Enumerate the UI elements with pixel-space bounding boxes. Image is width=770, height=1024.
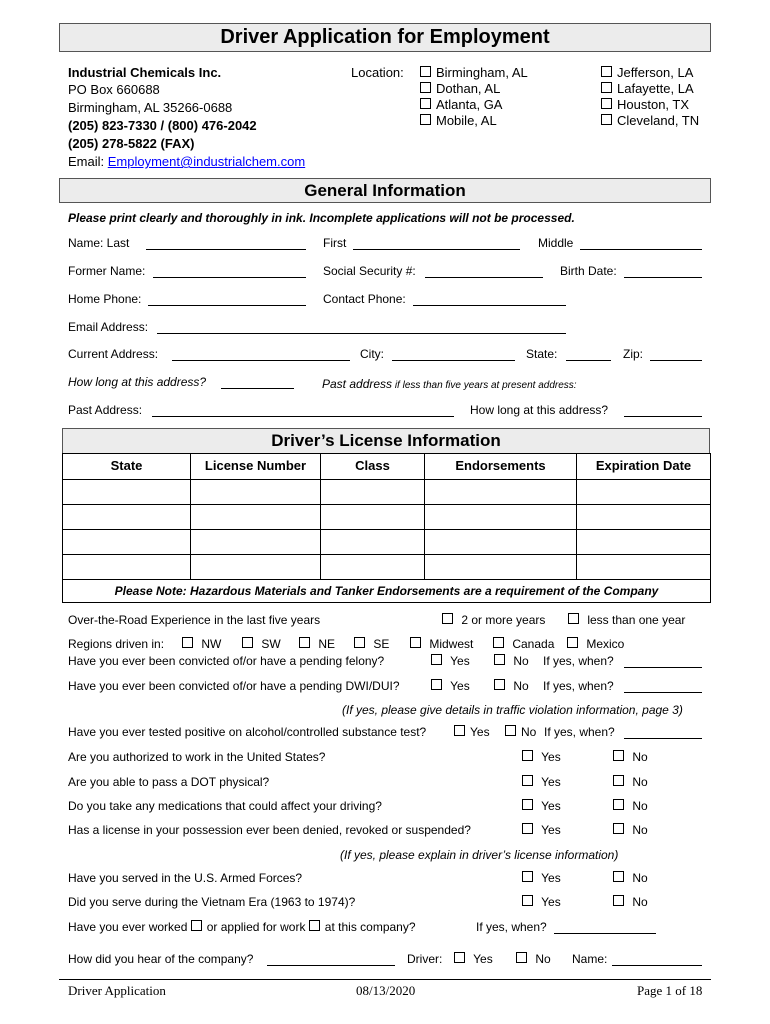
table-cell[interactable] [425, 480, 577, 505]
home-phone-field[interactable] [148, 305, 306, 306]
past-address-field[interactable] [152, 416, 454, 417]
table-cell[interactable] [577, 505, 711, 530]
q-authorized: Are you authorized to work in the United States? [68, 750, 326, 764]
checkbox-icon[interactable] [601, 66, 612, 77]
region-midwest[interactable]: Midwest [410, 637, 473, 651]
zip-field[interactable] [650, 360, 702, 361]
checkbox-icon[interactable] [191, 920, 202, 931]
region-se[interactable]: SE [354, 637, 389, 651]
checkbox-icon[interactable] [568, 613, 579, 624]
q-denied: Has a license in your possession ever been denied, revoked or suspended? [68, 823, 471, 837]
label-home-phone: Home Phone: [68, 292, 142, 306]
drug-when-field[interactable] [624, 738, 702, 739]
table-cell[interactable] [63, 530, 191, 555]
company-phones: (205) 823-7330 / (800) 476-2042 [68, 118, 257, 133]
table-cell[interactable] [425, 555, 577, 580]
checkbox-icon[interactable] [522, 750, 533, 761]
footer-divider [59, 979, 711, 980]
footer-page-number: Page 1 of 18 [637, 983, 703, 998]
checkbox-icon[interactable] [494, 679, 505, 690]
q-drug-test: Have you ever tested positive on alcohol/controlled substance test? [68, 725, 427, 739]
region-canada[interactable]: Canada [493, 637, 554, 651]
label-contact-phone: Contact Phone: [323, 292, 406, 306]
col-expiration-date: Expiration Date [577, 454, 711, 480]
checkbox-icon[interactable] [522, 895, 533, 906]
company-email-link[interactable]: Employment@industrialchem.com [107, 154, 306, 169]
drug-yes[interactable]: Yes [454, 725, 490, 739]
label-name: Name: [572, 952, 608, 966]
checkbox-icon[interactable] [613, 895, 624, 906]
page-title: Driver Application for Employment [220, 26, 550, 48]
dwi-no[interactable]: No [494, 679, 529, 693]
checkbox-icon[interactable] [431, 654, 442, 665]
location-option[interactable]: Atlanta, GA [420, 97, 528, 113]
name-last-field[interactable] [146, 249, 306, 250]
worked-if-yes-label: If yes, when? [476, 920, 547, 934]
checkbox-icon[interactable] [454, 725, 465, 736]
name-middle-field[interactable] [580, 249, 702, 250]
q-armed-forces: Have you served in the U.S. Armed Forces? [68, 871, 303, 885]
table-cell[interactable] [425, 530, 577, 555]
location-col1 [420, 65, 528, 129]
checkbox-icon[interactable] [182, 637, 193, 648]
location-label: Location: [351, 65, 404, 80]
authorized-no[interactable]: No [613, 750, 648, 764]
authorized-yes[interactable]: Yes [522, 750, 561, 764]
table-cell[interactable] [191, 530, 321, 555]
instruction-text: Please print clearly and thoroughly in ink. Incomplete applications will not be processed. [68, 211, 575, 225]
checkbox-icon[interactable] [431, 679, 442, 690]
license-table [62, 453, 711, 603]
city-field[interactable] [392, 360, 515, 361]
label-birth-date: Birth Date: [560, 264, 617, 278]
checkbox-icon[interactable] [522, 799, 533, 810]
label-first: First [323, 236, 347, 250]
table-cell[interactable] [191, 480, 321, 505]
q-worked-here: Have you ever worked or applied for work at this company? [68, 920, 416, 934]
col-class: Class [321, 454, 425, 480]
denied-no[interactable]: No [613, 823, 648, 837]
drug-if-yes-label: If yes, when? [544, 725, 615, 739]
traffic-note: (If yes, please give details in traffic violation information, page 3) [342, 703, 683, 717]
checkbox-icon[interactable] [494, 654, 505, 665]
felony-if-yes-label: If yes, when? [543, 654, 614, 668]
table-row [63, 480, 711, 505]
company-po-box: PO Box 660688 [68, 82, 160, 97]
checkbox-icon[interactable] [420, 114, 431, 125]
label-past-address: Past Address: [68, 403, 143, 417]
dot-no[interactable]: No [613, 775, 648, 789]
drug-no[interactable]: No [505, 725, 536, 739]
checkbox-icon[interactable] [420, 98, 431, 109]
label-driver: Driver: [407, 952, 443, 966]
table-cell[interactable] [577, 480, 711, 505]
location-option[interactable]: Dothan, AL [420, 81, 528, 97]
license-note: Please Note: Hazardous Materials and Tanker Endorsements are a requirement of the Company [63, 580, 711, 603]
dot-yes[interactable]: Yes [522, 775, 561, 789]
checkbox-icon[interactable] [516, 952, 527, 963]
location-option[interactable]: Jefferson, LA [601, 65, 699, 81]
checkbox-icon[interactable] [505, 725, 516, 736]
checkbox-icon[interactable] [493, 637, 504, 648]
checkbox-icon[interactable] [454, 952, 465, 963]
checkbox-icon[interactable] [601, 82, 612, 93]
location-option[interactable]: Birmingham, AL [420, 65, 528, 81]
checkbox-icon[interactable] [442, 613, 453, 624]
location-option[interactable]: Mobile, AL [420, 113, 528, 129]
checkbox-icon[interactable] [420, 66, 431, 77]
license-note-row [63, 580, 711, 603]
driver-yes[interactable]: Yes [454, 952, 493, 966]
checkbox-icon[interactable] [613, 799, 624, 810]
footer-date: 08/13/2020 [356, 983, 416, 998]
q-regions: Regions driven in: [68, 637, 165, 651]
checkbox-icon[interactable] [613, 775, 624, 786]
col-endorsements: Endorsements [425, 454, 577, 480]
former-name-field[interactable] [153, 277, 306, 278]
q-meds: Do you take any medications that could affect your driving? [68, 799, 382, 813]
table-cell[interactable] [321, 505, 425, 530]
q-felony: Have you ever been convicted of/or have a pending felony? [68, 654, 385, 668]
label-how-long: How long at this address? [68, 375, 207, 389]
col-state: State [63, 454, 191, 480]
contact-phone-field[interactable] [413, 305, 566, 306]
location-col2 [601, 65, 699, 129]
how-long-field[interactable] [221, 388, 294, 389]
vietnam-yes[interactable]: Yes [522, 895, 561, 909]
dwi-if-yes-label: If yes, when? [543, 679, 614, 693]
location-option[interactable]: Houston, TX [601, 97, 699, 113]
license-info-header [62, 428, 710, 453]
table-cell[interactable] [63, 505, 191, 530]
q-dwi: Have you ever been convicted of/or have a pending DWI/DUI? [68, 679, 400, 693]
label-former-name: Former Name: [68, 264, 146, 278]
table-cell[interactable] [577, 555, 711, 580]
location-option[interactable]: Cleveland, TN [601, 113, 699, 129]
label-middle: Middle [538, 236, 574, 250]
driver-no[interactable]: No [516, 952, 551, 966]
checkbox-icon[interactable] [522, 823, 533, 834]
location-option[interactable]: Lafayette, LA [601, 81, 699, 97]
checkbox-icon[interactable] [522, 775, 533, 786]
otr-option-2plus[interactable]: 2 or more years [442, 613, 545, 627]
checkbox-icon[interactable] [601, 98, 612, 109]
label-email-address: Email Address: [68, 320, 149, 334]
dwi-yes[interactable]: Yes [431, 679, 470, 693]
general-info-header [59, 178, 711, 203]
region-sw[interactable]: SW [242, 637, 281, 651]
felony-yes[interactable]: Yes [431, 654, 470, 668]
col-license-number: License Number [191, 454, 321, 480]
worked-when-field[interactable] [554, 933, 656, 934]
birth-date-field[interactable] [624, 277, 702, 278]
checkbox-icon[interactable] [242, 637, 253, 648]
table-cell[interactable] [191, 555, 321, 580]
footer-left: Driver Application [68, 983, 166, 998]
checkbox-icon[interactable] [613, 823, 624, 834]
checkbox-icon[interactable] [613, 750, 624, 761]
q-hear: How did you hear of the company? [68, 952, 254, 966]
table-row [63, 530, 711, 555]
checkbox-icon[interactable] [410, 637, 421, 648]
table-cell[interactable] [321, 555, 425, 580]
region-ne[interactable]: NE [299, 637, 335, 651]
company-email-label: Email: [68, 154, 105, 169]
label-how-long-2: How long at this address? [470, 403, 609, 417]
checkbox-icon[interactable] [567, 637, 578, 648]
company-email-row [68, 154, 305, 169]
label-name-last: Name: Last [68, 236, 130, 250]
title-bar [59, 23, 711, 52]
current-address-field[interactable] [172, 360, 350, 361]
label-zip: Zip: [623, 347, 644, 361]
name-first-field[interactable] [353, 249, 520, 250]
region-mexico[interactable]: Mexico [567, 637, 624, 651]
label-city: City: [360, 347, 384, 361]
state-field[interactable] [566, 360, 611, 361]
armed-no[interactable]: No [613, 871, 648, 885]
meds-no[interactable]: No [613, 799, 648, 813]
felony-no[interactable]: No [494, 654, 529, 668]
company-fax: (205) 278-5822 (FAX) [68, 136, 195, 151]
checkbox-icon[interactable] [420, 82, 431, 93]
ssn-field[interactable] [425, 277, 543, 278]
label-ssn: Social Security #: [323, 264, 416, 278]
how-long-2-field[interactable] [624, 416, 702, 417]
q-vietnam: Did you serve during the Vietnam Era (1963 to 1974)? [68, 895, 356, 909]
denied-yes[interactable]: Yes [522, 823, 561, 837]
table-cell[interactable] [63, 555, 191, 580]
label-state: State: [526, 347, 558, 361]
table-cell[interactable] [63, 480, 191, 505]
meds-yes[interactable]: Yes [522, 799, 561, 813]
region-nw[interactable]: NW [182, 637, 221, 651]
checkbox-icon[interactable] [601, 114, 612, 125]
dwi-when-field[interactable] [624, 692, 702, 693]
email-address-field[interactable] [157, 333, 566, 334]
license-explain-note: (If yes, please explain in driver’s license information) [340, 848, 619, 862]
general-info-heading: General Information [304, 181, 466, 200]
hear-field[interactable] [267, 965, 395, 966]
referrer-name-field[interactable] [612, 965, 702, 966]
table-cell[interactable] [425, 505, 577, 530]
license-info-heading: Driver’s License Information [271, 431, 501, 450]
checkbox-icon[interactable] [309, 920, 320, 931]
table-row [63, 555, 711, 580]
checkbox-icon[interactable] [354, 637, 365, 648]
checkbox-icon[interactable] [522, 871, 533, 882]
felony-when-field[interactable] [624, 667, 702, 668]
table-cell[interactable] [577, 530, 711, 555]
license-table-header [63, 454, 711, 480]
table-cell[interactable] [321, 530, 425, 555]
table-cell[interactable] [191, 505, 321, 530]
q-otr: Over-the-Road Experience in the last five years [68, 613, 321, 627]
table-row [63, 505, 711, 530]
otr-option-less[interactable]: less than one year [568, 613, 685, 627]
armed-yes[interactable]: Yes [522, 871, 561, 885]
q-dot: Are you able to pass a DOT physical? [68, 775, 270, 789]
vietnam-no[interactable]: No [613, 895, 648, 909]
label-current-address: Current Address: [68, 347, 159, 361]
table-cell[interactable] [321, 480, 425, 505]
past-address-note: Past address if less than five years at present address: [322, 377, 577, 391]
company-city: Birmingham, AL 35266-0688 [68, 100, 233, 115]
checkbox-icon[interactable] [613, 871, 624, 882]
checkbox-icon[interactable] [299, 637, 310, 648]
company-name: Industrial Chemicals Inc. [68, 65, 222, 80]
